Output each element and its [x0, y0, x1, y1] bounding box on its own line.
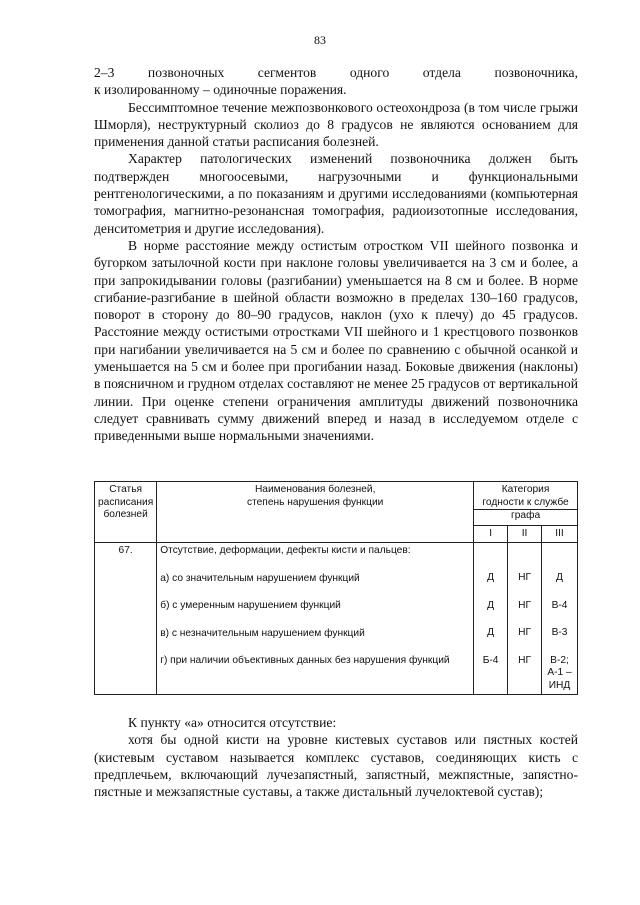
page-number: 83 — [314, 33, 326, 47]
grafa-3-value: А-1 – — [547, 667, 572, 678]
header-article-line: болезней — [103, 509, 148, 520]
header-article — [95, 482, 157, 543]
grafa-2-value: НГ — [518, 572, 531, 583]
paragraph: хотя бы одной кисти на уровне кистевых суставов или пястных костей (кистевым суставом называется комплекс суставов, соединяющих кисть с предплечьем, включающий лучезапястный, запястный, межпястные, запястно-пястные и межзапястные суставы, а также дистальный лучелоктевой сустав); — [94, 732, 578, 800]
grafa-2-values — [508, 543, 542, 695]
paragraph: Характер патологических изменений позвоночника должен быть подтвержден многоосевыми, нагрузочными и функциональными рентгенологическими, а по показаниям и другими исследованиями (компьютерная томография, магнитно-резонансная томография, радиоизотопные исследования, денситометрия и другие исследования). — [94, 151, 578, 236]
header-grafa: графа — [474, 510, 578, 526]
header-category-line: Категория — [501, 484, 550, 495]
grafa-3-value: ИНД — [548, 679, 571, 691]
paragraph: к изолированному – одиночные поражения. — [94, 82, 347, 98]
header-name-line: Наименования болезней, — [254, 484, 376, 495]
paragraph: Бессимптомное течение межпозвонкового остеохондроза (в том числе грыжи Шморля), неструктурный сколиоз до 8 градусов не являются основанием для применения данной статьи расписания болезней. — [94, 99, 578, 150]
grafa-3-value: Д — [556, 572, 563, 583]
grafa-2-value: НГ — [518, 627, 531, 638]
header-disease-name — [157, 482, 474, 543]
table-row — [95, 543, 578, 695]
disease-item: г) при наличии объективных данных без нарушения функций — [160, 655, 450, 666]
disease-item: в) с незначительным нарушением функций — [160, 627, 365, 639]
header-category — [474, 482, 578, 510]
grafa-3-value: В-2; — [550, 654, 569, 666]
disease-intro: Отсутствие, деформации, дефекты кисти и пальцев: — [160, 545, 411, 556]
grafa-3-values — [542, 543, 578, 695]
header-grafa-2: II — [508, 525, 542, 543]
grafa-2-value: НГ — [518, 654, 531, 666]
header-grafa-1: I — [474, 525, 508, 543]
header-article-line: Статья — [109, 484, 143, 495]
paragraph: 2–3 позвоночных сегментов одного отдела позвоночника, — [94, 65, 578, 80]
header-article-line: расписания — [98, 496, 154, 508]
grafa-3-value: В-4 — [551, 599, 568, 611]
disease-item: а) со значительным нарушением функций — [160, 572, 360, 584]
after-table-text — [94, 714, 578, 800]
grafa-1-value: Д — [487, 599, 495, 611]
grafa-1-value: Д — [487, 572, 495, 583]
grafa-2-value: НГ — [518, 599, 531, 611]
disease-list — [157, 543, 474, 695]
body-text — [94, 64, 578, 445]
fitness-category-table — [94, 481, 578, 695]
header-category-line: годности к службе — [482, 496, 569, 508]
paragraph: К пункту «а» относится отсутствие: — [128, 715, 337, 730]
header-name-line: степень нарушения функции — [247, 496, 384, 508]
grafa-3-value: В-3 — [551, 627, 568, 638]
grafa-1-value: Д — [487, 627, 495, 638]
article-number: 67. — [95, 543, 157, 695]
disease-item: б) с умеренным нарушением функций — [160, 600, 341, 611]
paragraph: В норме расстояние между остистым отростком VII шейного позвонка и бугорком затылочной кости при наклоне головы увеличивается на 3 см и более, а при запрокидывании головы (разгибании) уменьшается на 8 см и более. В норме сгибание-разгибание в шейной области возможно в пределах 130–160 градусов, поворот в сторону до 80–90 градусов, наклон (ухо к плечу) до 45 градусов. Расстояние между остистыми отростками VII шейного и 1 крестцового позвонков при нагибании увеличивается на 5 см и более по сравнению с обычной осанкой и уменьшается на 5 см и более при прогибании назад. Боковые движения (наклоны) в поясничном и грудном отделах составляют не менее 25 градусов от вертикальной линии. При оценке степени ограничения амплитуды движений позвоночника следует сравнивать сумму движений вперед и назад в исследуемом отделе с приведенными выше нормальными значениями. — [94, 237, 578, 444]
grafa-1-values — [474, 543, 508, 695]
grafa-1-value: Б-4 — [482, 654, 499, 666]
header-grafa-3: III — [542, 525, 578, 543]
table-header-row — [95, 482, 578, 510]
